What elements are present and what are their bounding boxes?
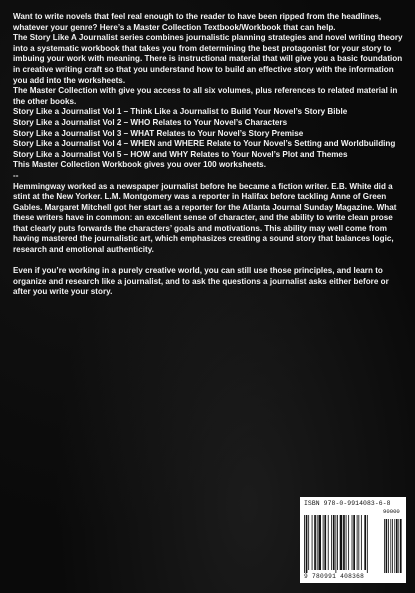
barcode-bar <box>367 515 368 573</box>
barcode-bar <box>333 515 335 570</box>
barcode-addon-bar <box>400 519 402 573</box>
intro-paragraph: Want to write novels that feel real enough to the reader to have been ripped from the headlines, whatever your genre? Here’s a Master Collection Textbook/Workbook that can help. <box>13 12 382 32</box>
barcode-addon-bar <box>386 519 388 573</box>
barcode-bar <box>343 515 345 570</box>
barcode-addon-bar <box>390 519 391 573</box>
isbn-number: ISBN 978-0-9914083-6-8 <box>304 500 391 507</box>
section-separator: -- <box>13 170 19 180</box>
volume-4-line: Story Like a Journalist Vol 4 – WHEN and WHERE Relate to Your Novel’s Setting and Worldbuilding <box>13 139 396 149</box>
barcode-bar <box>357 515 358 570</box>
paragraph-gap <box>13 256 405 267</box>
price-addon-code: 90000 <box>383 508 400 515</box>
barcode-bar <box>346 515 347 570</box>
barcode-bar <box>348 515 349 570</box>
barcode-addon-bar <box>396 519 398 573</box>
barcode-bar <box>361 515 362 570</box>
barcode-bar <box>323 515 324 570</box>
barcode-bar <box>318 515 321 570</box>
barcode-digits: 9 780991 408368 <box>304 573 365 580</box>
barcode-bar <box>337 515 338 570</box>
closing-paragraph: Even if you’re working in a purely creative world, you can still use those principles, and learn to organize and research like a journalist, and to ask the questions a journalist asks either before or after you write your story. <box>13 266 389 297</box>
barcode-bar <box>331 515 332 570</box>
barcode-addon-bar <box>384 519 385 573</box>
barcode-addon-bar <box>392 519 393 573</box>
barcode-bar <box>328 515 329 570</box>
volume-5-line: Story Like a Journalist Vol 5 – HOW and WHY Relates to Your Novel’s Plot and Themes <box>13 149 348 159</box>
access-paragraph: The Master Collection with give you access to all six volumes, plus references to related material in the other books. <box>13 86 398 106</box>
volume-1-line: Story Like a Journalist Vol 1 – Think Like a Journalist to Build Your Novel’s Story Bible <box>13 107 348 117</box>
back-cover-blurb <box>13 12 405 298</box>
barcode-bar <box>314 515 316 570</box>
barcode-bar <box>304 515 305 573</box>
barcode-bar <box>317 515 318 570</box>
barcode-bar <box>340 515 343 570</box>
worksheets-line: This Master Collection Workbook gives you over 100 worksheets. <box>13 160 266 170</box>
volume-2-line: Story Like a Journalist Vol 2 – WHO Relates to Your Novel’s Characters <box>13 117 288 127</box>
barcode-bar <box>308 515 309 570</box>
barcode-bar <box>324 515 326 570</box>
barcode-addon-bar <box>394 519 395 573</box>
barcode-addon-bar <box>388 519 389 573</box>
barcode-bars <box>304 515 402 573</box>
volume-3-line: Story Like a Journalist Vol 3 – WHAT Relates to Your Novel’s Story Premise <box>13 128 304 138</box>
barcode-addon-bar <box>398 519 399 573</box>
barcode-bar <box>364 515 366 570</box>
barcode-bar <box>335 515 336 573</box>
series-paragraph: The Story Like A Journalist series combines journalistic planning strategies and novel writing theory into a systematic workbook that takes you from determining the best protagonist for your story to imbuing your work with meaning. There is instructional material that will give you a basic foundation in creative writing craft so that you understand how to build an effective story with the information you add into the worksheets. <box>13 33 403 85</box>
barcode-bar <box>312 515 313 570</box>
barcode-bar <box>353 515 355 570</box>
isbn-barcode <box>300 497 406 583</box>
barcode-bar <box>306 515 308 573</box>
barcode-bar <box>352 515 353 570</box>
journalists-paragraph: Hemmingway worked as a newspaper journalist before he became a fiction writer. E.B. White did a stint at the New Yorker. L.M. Montgomery was a reporter in Halifax before tackling Anne of Green Gables. Margaret Mitchell got her start as a reporter for the Atlanta Journal Sunday Magazine. What these writers have in common: an excellent sense of character, and the ability to write clean prose that clearly puts forwards the characters’ goals and motivations. This ability may well come from having mastered the journalistic art, which emphasizes creating a sound story that balances logic, research and emotional authenticity. <box>13 181 397 255</box>
barcode-bar <box>358 515 359 570</box>
